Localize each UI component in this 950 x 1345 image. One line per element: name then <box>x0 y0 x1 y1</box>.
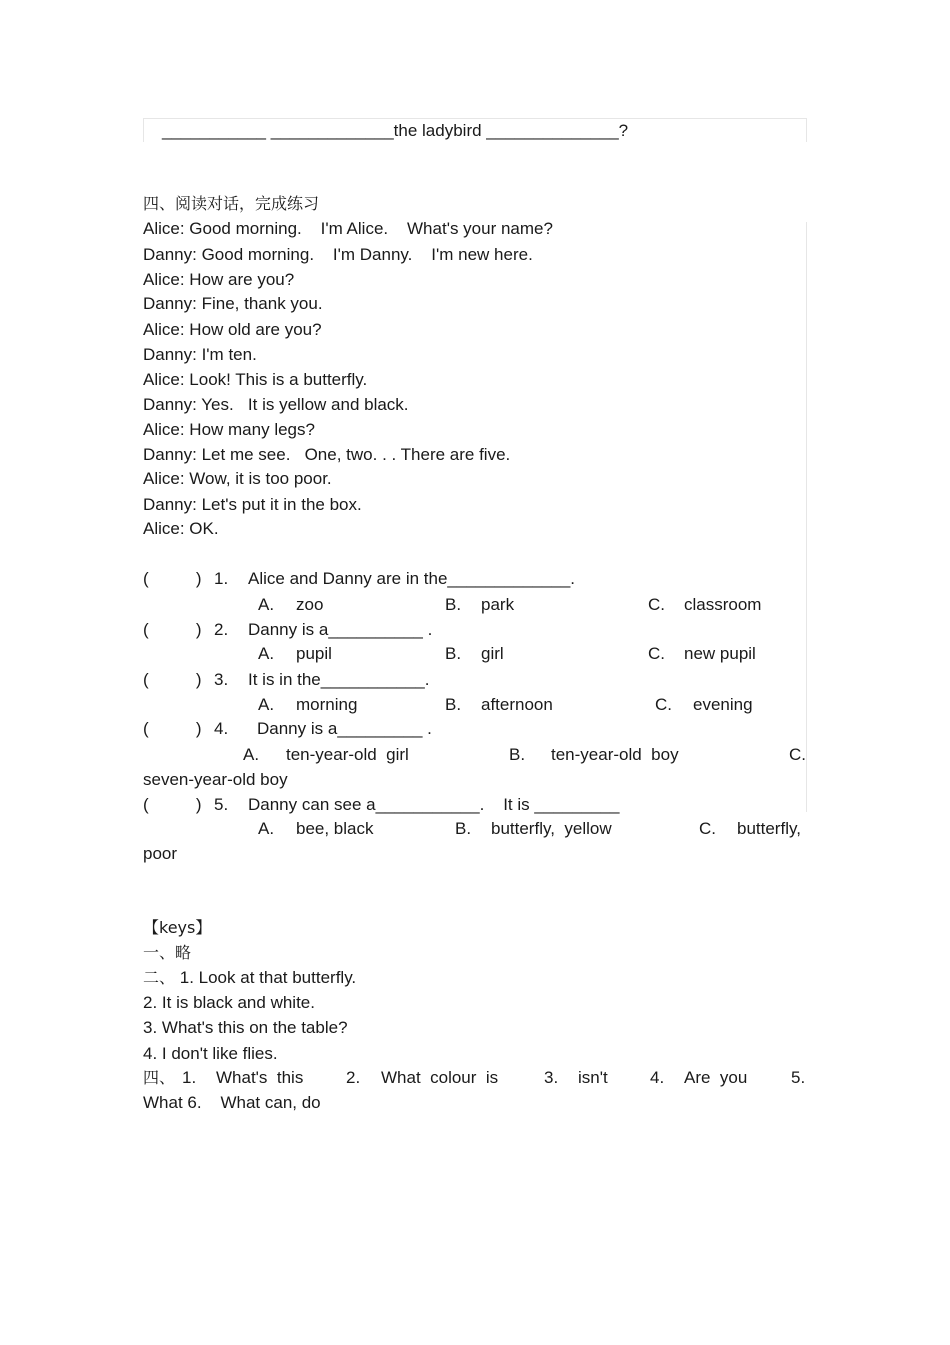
keys-line <box>143 968 356 988</box>
answer-paren: ( ) <box>143 795 202 814</box>
keys-item: 5. <box>791 1068 806 1087</box>
sentence-text: the ladybird <box>393 121 482 140</box>
option-text: pupil <box>296 644 332 663</box>
keys-answer: 1. Look at that butterfly. <box>179 968 357 987</box>
option-text: evening <box>693 695 753 714</box>
option-label: C. <box>655 695 672 714</box>
option-text: butterfly, yellow <box>491 819 612 838</box>
question-number: 5. <box>214 795 229 814</box>
question-stem: Danny is a__________ . <box>248 620 433 639</box>
section-heading: 四、阅读对话，完成练习 <box>143 194 320 213</box>
option-text: afternoon <box>481 695 553 714</box>
answer-paren: ( ) <box>143 719 202 738</box>
dialogue-line: Alice: How are you? <box>143 270 295 289</box>
option-text: seven-year-old boy <box>143 770 288 789</box>
dialogue-line: Danny: Good morning. I'm Danny. I'm new here. <box>143 245 533 264</box>
dialogue-line: Danny: Let's put it in the box. <box>143 495 362 514</box>
keys-item: 3. <box>544 1068 559 1087</box>
question-stem: Danny can see a___________. It is _________ <box>248 795 620 814</box>
dialogue-line: Danny: Fine, thank you. <box>143 294 323 313</box>
question-stem: Danny is a_________ . <box>257 719 432 738</box>
option-label: B. <box>445 695 462 714</box>
keys-item: What's this <box>216 1068 304 1087</box>
keys-item: 4. <box>650 1068 665 1087</box>
option-label: A. <box>258 644 275 663</box>
question-number: 1. <box>214 569 229 588</box>
keys-line: 2. It is black and white. <box>143 993 315 1012</box>
option-label: C. <box>648 595 665 614</box>
option-label: C. <box>699 819 716 838</box>
question-number: 4. <box>214 719 229 738</box>
table-border-right <box>806 118 807 142</box>
keys-prefix: 四、 <box>143 1068 176 1087</box>
keys-item: isn't <box>578 1068 608 1087</box>
option-label: B. <box>455 819 472 838</box>
option-text: bee, black <box>296 819 374 838</box>
option-text: ten-year-old boy <box>551 745 679 764</box>
keys-item: What colour is <box>381 1068 499 1087</box>
keys-heading: 【keys】 <box>143 918 212 937</box>
option-text-continued: poor <box>143 844 178 863</box>
option-text: zoo <box>296 595 324 614</box>
option-text: classroom <box>684 595 762 614</box>
option-text: morning <box>296 695 358 714</box>
option-label: A. <box>258 819 275 838</box>
fill-in-line <box>162 121 628 141</box>
table-border-top <box>143 118 807 119</box>
dialogue-line: Alice: OK. <box>143 519 219 538</box>
option-label: C. <box>648 644 665 663</box>
option-text: butterfly, <box>737 819 801 838</box>
dialogue-line: Alice: Good morning. I'm Alice. What's your name? <box>143 219 553 238</box>
option-label: A. <box>258 595 275 614</box>
option-label: A. <box>243 745 260 764</box>
keys-line: 4. I don't like flies. <box>143 1044 278 1063</box>
option-label: B. <box>445 644 462 663</box>
dialogue-line: Alice: How many legs? <box>143 420 315 439</box>
answer-paren: ( ) <box>143 670 202 689</box>
blank: ______________ <box>486 121 619 140</box>
keys-line: 3. What's this on the table? <box>143 1018 348 1037</box>
option-label: B. <box>445 595 462 614</box>
question-mark: ? <box>618 121 629 140</box>
option-label: A. <box>258 695 275 714</box>
answer-paren: ( ) <box>143 620 202 639</box>
dialogue-line: Alice: Look! This is a butterfly. <box>143 370 368 389</box>
keys-prefix: 二、 <box>143 968 176 987</box>
question-stem: Alice and Danny are in the_____________. <box>248 569 576 588</box>
question-number: 2. <box>214 620 229 639</box>
blank: ___________ <box>162 121 267 140</box>
option-text: ten-year-old girl <box>286 745 409 764</box>
dialogue-line: Danny: I'm ten. <box>143 345 257 364</box>
question-number: 3. <box>214 670 229 689</box>
option-text: park <box>481 595 515 614</box>
option-label: B. <box>509 745 526 764</box>
table-border-left <box>143 118 144 142</box>
keys-line: 一、略 <box>143 943 192 962</box>
keys-item: Are you <box>684 1068 748 1087</box>
keys-item: 2. <box>346 1068 361 1087</box>
question-stem: It is in the___________. <box>248 670 430 689</box>
option-text: new pupil <box>684 644 756 663</box>
keys-line: What 6. What can, do <box>143 1093 321 1112</box>
keys-item: 1. <box>182 1068 197 1087</box>
dialogue-line: Danny: Yes. It is yellow and black. <box>143 395 409 414</box>
answer-paren: ( ) <box>143 569 202 588</box>
dialogue-line: Danny: Let me see. One, two. . . There are five. <box>143 445 511 464</box>
blank: _____________ <box>270 121 394 140</box>
dialogue-line: Alice: How old are you? <box>143 320 322 339</box>
option-text: girl <box>481 644 504 663</box>
dialogue-line: Alice: Wow, it is too poor. <box>143 469 332 488</box>
option-label: C. <box>789 745 806 764</box>
dialogue-border-right <box>806 222 807 812</box>
